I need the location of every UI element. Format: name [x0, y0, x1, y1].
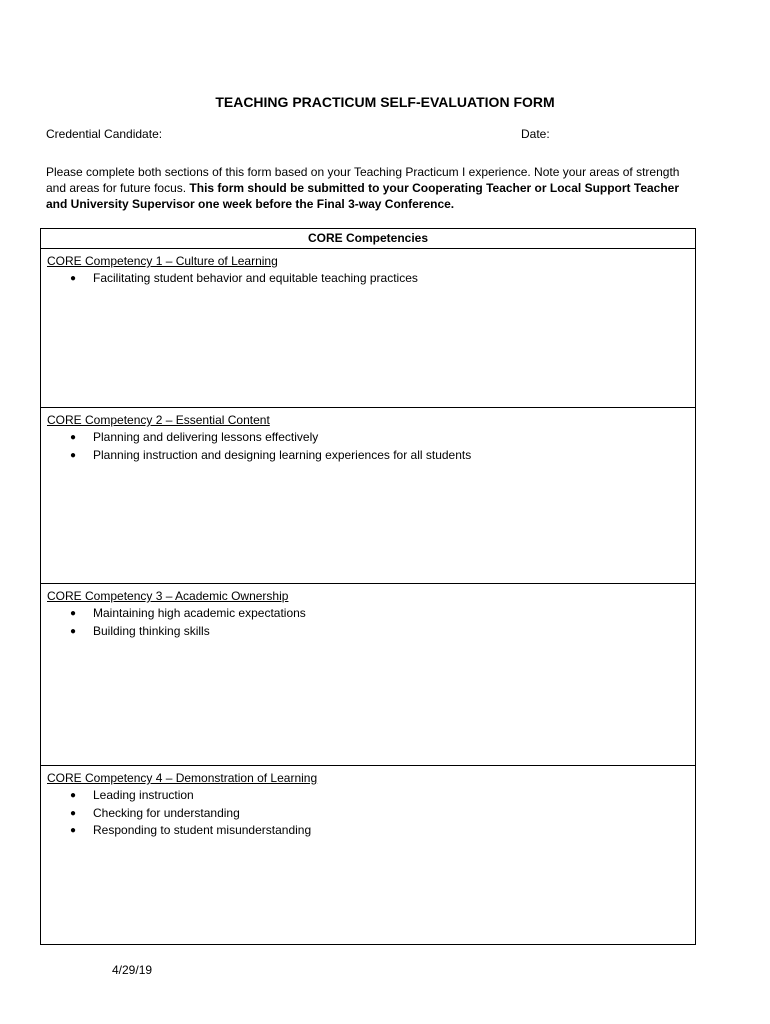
competency-title: CORE Competency 4 – Demonstration of Learning	[47, 771, 318, 785]
footer-date: 4/29/19	[112, 963, 153, 977]
list-item	[47, 605, 689, 623]
candidate-label: Credential Candidate:	[46, 127, 163, 141]
competency-title: CORE Competency 1 – Culture of Learning	[47, 254, 278, 268]
bullet-icon: ●	[70, 825, 77, 836]
list-item-text: Planning and delivering lessons effectively	[93, 430, 319, 444]
list-item-text: Checking for understanding	[93, 805, 240, 820]
instructions-bold-text: This form should be submitted to your Cooperating Teacher or Local Support Teacher and University Supervisor one week before the Final 3-way Conference.	[46, 181, 680, 211]
list-item-text: Maintaining high academic expectations	[93, 606, 306, 620]
bullet-icon: ●	[70, 807, 77, 819]
list-item-text: Facilitating student behavior and equitable teaching practices	[93, 271, 418, 285]
list-item	[47, 805, 689, 823]
list-item-text: Responding to student misunderstanding	[93, 823, 312, 837]
competency-section-2	[41, 408, 695, 584]
list-item-text: Leading instruction	[93, 788, 194, 802]
competency-section-1	[41, 249, 695, 408]
list-item	[47, 447, 689, 465]
bullet-icon: ●	[70, 625, 77, 637]
instructions	[46, 164, 686, 212]
list-item	[47, 270, 689, 288]
list-item-text: Planning instruction and designing learning experiences for all students	[93, 447, 472, 462]
bullet-list	[47, 787, 689, 840]
bullet-list	[47, 605, 689, 640]
list-item	[47, 429, 689, 447]
bullet-icon: ●	[70, 273, 77, 284]
bullet-icon: ●	[70, 790, 77, 801]
competency-section-4	[41, 766, 695, 945]
list-item-text: Building thinking skills	[93, 623, 210, 638]
list-item	[47, 623, 689, 641]
competency-title: CORE Competency 3 – Academic Ownership	[47, 589, 289, 603]
competency-title: CORE Competency 2 – Essential Content	[47, 413, 270, 427]
list-item	[47, 822, 689, 840]
bullet-list	[47, 270, 689, 288]
form-title: TEACHING PRACTICUM SELF-EVALUATION FORM	[215, 94, 555, 110]
bullet-icon: ●	[70, 432, 77, 443]
table-header: CORE Competencies	[41, 229, 695, 249]
list-item	[47, 787, 689, 805]
competencies-table	[40, 228, 696, 945]
bullet-icon: ●	[70, 449, 77, 461]
date-label: Date:	[521, 127, 550, 141]
competency-section-3	[41, 584, 695, 766]
bullet-list	[47, 429, 689, 464]
bullet-icon: ●	[70, 608, 77, 619]
instructions-text: Please complete both sections of this form based on your Teaching Practicum I experience. Note your areas of strength and areas for future focus.	[46, 165, 680, 195]
